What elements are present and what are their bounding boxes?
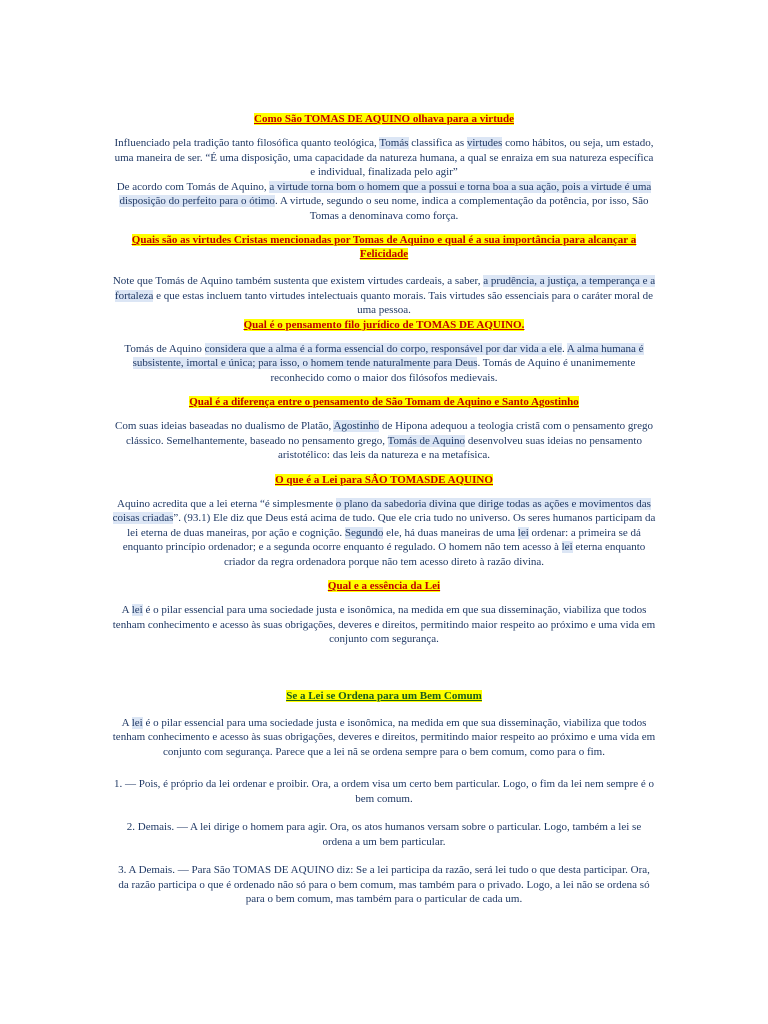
section-heading: Qual e a essência da Lei	[327, 580, 441, 592]
section-heading: Quais são as virtudes Cristas mencionadas por Tomas de Aquino e qual é a sua importância para alcançar a Felicidade	[131, 234, 637, 260]
section-heading: O que é a Lei para SÂO TOMASDE AQUINO	[275, 473, 493, 486]
paragraph: Tomás de Aquino considera que a alma é a forma essencial do corpo, responsável por dar vida a ele. A alma humana é subsistente, imortal e única; para isso, o homem tende naturalmente para Deus. Tomás de Aquino é unanimemente reconhecido como o maior dos filósofos medievais.	[124, 342, 644, 384]
paragraph: Influenciado pela tradição tanto filosófica quanto teológica, Tomás classifica as virtudes como hábitos, ou seja, um estado, uma maneira de ser. “É uma disposição, uma capacidade da natureza humana, a qual se enraiza em sua natureza específica e individual, finalizada pelo agir”	[114, 137, 654, 178]
numbered-paragraph: 1. — Pois, é próprio da lei ordenar e proibir. Ora, a ordem visa um certo bem particular. Logo, o fim da lei nem sempre é o bem comum.	[113, 778, 655, 805]
section-heading: Se a Lei se Ordena para um Bem Comum	[286, 689, 482, 702]
numbered-paragraph: 3. A Demais. — Para São TOMAS DE AQUINO diz: Se a lei participa da razão, será lei tudo o que desta participar. Ora, da razão participa o que é ordenado não só para o bem comum, mas também para o privado. Logo, a lei não se ordena só para o bem comum, mas também para o particular de cada um.	[118, 864, 650, 905]
numbered-paragraph: 2. Demais. — A lei dirige o homem para agir. Ora, os atos humanos versam sobre o particular. Logo, também a lei se ordena a um bem particular.	[126, 821, 642, 848]
paragraph: Com suas ideias baseadas no dualismo de Platão, Agostinho de Hipona adequou a teologia cristã com o pensamento grego clássico. Semelhantemente, baseado no pensamento grego, Tomás de Aquino desenvolveu suas ideias no pensamento aristotélico: das leis da natureza e na metafísica.	[115, 420, 653, 461]
section-heading: Qual é o pensamento filo jurídico de TOMAS DE AQUINO.	[243, 318, 525, 331]
section-heading: Como São TOMAS DE AQUINO olhava para a virtude	[254, 113, 514, 125]
paragraph: Note que Tomás de Aquino também sustenta que existem virtudes cardeais, a saber, a prudência, a justiça, a temperança e a fortaleza e que estas incluem tanto virtudes intelectuais quanto morais. Tais virtudes são essenciais para o caráter moral de uma pessoa.	[112, 275, 656, 316]
paragraph: A lei é o pilar essencial para uma sociedade justa e isonômica, na medida em que sua disseminação, viabiliza que todos tenham conhecimento e acesso às suas obrigações, deveres e direitos, permitindo maior respeito ao próximo e uma vida em conjunto com segurança.	[112, 604, 656, 645]
section-heading: Qual é a diferença entre o pensamento de São Tomam de Aquino e Santo Agostinho	[189, 396, 579, 408]
paragraph: Aquino acredita que a lei eterna “é simplesmente o plano da sabedoria divina que dirige todas as ações e movimentos das coisas criadas”. (93.1) Ele diz que Deus está acima de tudo. Que ele cria tudo no universo. Os seres humanos participam da lei eterna de duas maneiras, por ação e cognição. Segundo ele, há duas maneiras de uma lei ordenar: a primeira se dá enquanto princípio ordenador; e a segunda ocorre enquanto é regulado. O homem não tem acesso à lei eterna enquanto criador da regra ordenadora porque não tem acesso direto à razão divina.	[112, 497, 656, 568]
paragraph: A lei é o pilar essencial para uma sociedade justa e isonômica, na medida em que sua disseminação, viabiliza que todos tenham conhecimento e acesso às suas obrigações, deveres e direitos, permitindo maior respeito ao próximo e uma vida em conjunto com segurança. Parece que a lei nã se ordena sempre para o bem comum, como para o fim.	[112, 716, 656, 758]
document-page	[112, 112, 656, 907]
paragraph: De acordo com Tomás de Aquino, a virtude torna bom o homem que a possui e torna boa a sua ação, pois a virtude é uma disposição do perfeito para o ótimo. A virtude, segundo o seu nome, indica a complementação da potência, por isso, São Tomas a denominava como força.	[116, 180, 652, 222]
